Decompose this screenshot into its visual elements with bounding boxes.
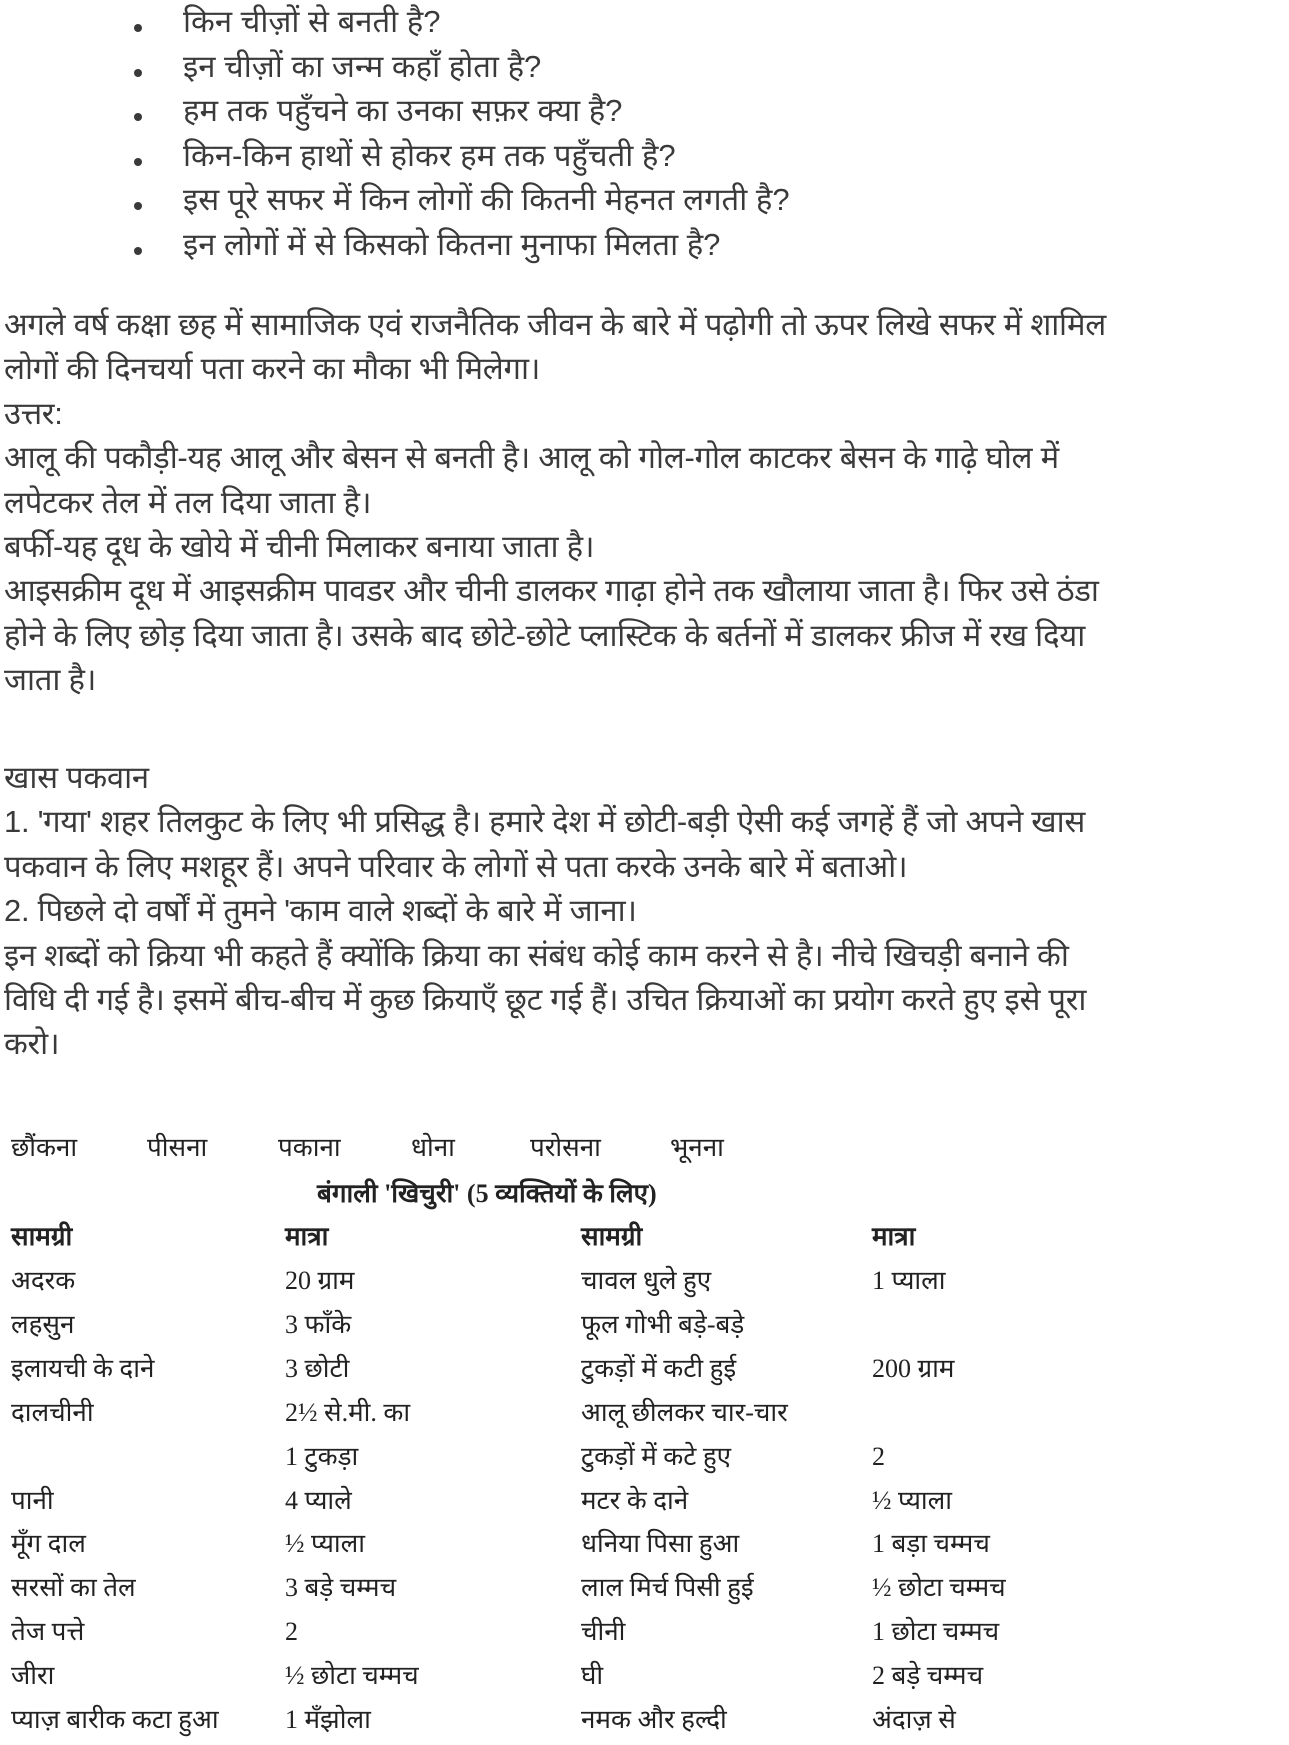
word-bank-item: परोसना bbox=[530, 1133, 601, 1162]
bullet-item: किन चीज़ों से बनती है? bbox=[183, 4, 441, 39]
paragraph-line: विधि दी गई है। इसमें बीच-बीच में कुछ क्रियाएँ छूट गई हैं। उचित क्रियाओं का प्रयोग करते हुए इसे पूरा bbox=[4, 982, 1087, 1017]
paragraph-line: बर्फी-यह दूध के खोये में चीनी मिलाकर बनाया जाता है। bbox=[4, 529, 595, 564]
table-cell: आलू छीलकर चार-चार bbox=[581, 1397, 788, 1427]
table-header: सामग्री bbox=[581, 1222, 643, 1251]
bullet-icon bbox=[134, 24, 142, 32]
table-cell: 1 टुकड़ा bbox=[285, 1441, 359, 1471]
paragraph-line: 1. 'गया' शहर तिलकुट के लिए भी प्रसिद्ध है। हमारे देश में छोटी-बड़ी ऐसी कई जगहें हैं जो अपने खास bbox=[4, 804, 1086, 840]
table-cell: ½ प्याला bbox=[285, 1529, 366, 1559]
table-cell: 3 छोटी bbox=[285, 1353, 350, 1383]
table-cell: टुकड़ों में कटे हुए bbox=[581, 1441, 732, 1471]
bullet-icon bbox=[134, 113, 142, 121]
word-bank-item: छौंकना bbox=[11, 1133, 78, 1162]
table-cell: इलायची के दाने bbox=[11, 1353, 155, 1383]
table-cell: 2 bbox=[285, 1617, 298, 1647]
table-cell: जीरा bbox=[11, 1661, 55, 1691]
table-header: मात्रा bbox=[285, 1222, 329, 1251]
recipe-title: बंगाली 'खिचुरी' (5 व्यक्तियों के लिए) bbox=[317, 1179, 657, 1208]
word-bank-item: धोना bbox=[411, 1133, 455, 1162]
bullet-item: हम तक पहुँचने का उनका सफ़र क्या है? bbox=[183, 93, 623, 128]
table-cell: फूल गोभी बड़े-बड़े bbox=[581, 1309, 745, 1339]
paragraph-line: आलू की पकौड़ी-यह आलू और बेसन से बनती है। आलू को गोल-गोल काटकर बेसन के गाढ़े घोल में bbox=[4, 440, 1059, 476]
paragraph-line: उत्तर: bbox=[4, 395, 63, 431]
table-cell: प्याज़ बारीक कटा हुआ bbox=[11, 1705, 219, 1734]
table-cell: लहसुन bbox=[11, 1309, 75, 1339]
table-cell: धनिया पिसा हुआ bbox=[581, 1529, 740, 1559]
table-cell: घी bbox=[581, 1661, 604, 1691]
table-cell: ½ प्याला bbox=[872, 1485, 953, 1515]
table-cell: 1 छोटा चम्मच bbox=[872, 1617, 1000, 1647]
word-bank-item: भूनना bbox=[670, 1133, 724, 1162]
table-cell: तेज पत्ते bbox=[11, 1617, 85, 1647]
table-cell: लाल मिर्च पिसी हुई bbox=[581, 1573, 754, 1603]
paragraph-line: इन शब्दों को क्रिया भी कहते हैं क्योंकि क्रिया का संबंध कोई काम करने से है। नीचे खिचड़ी बनाने की bbox=[4, 937, 1069, 973]
section-heading: खास पकवान bbox=[4, 760, 149, 795]
table-cell: मटर के दाने bbox=[581, 1485, 689, 1515]
table-cell: 4 प्याले bbox=[285, 1485, 352, 1515]
paragraph-line: अगले वर्ष कक्षा छह में सामाजिक एवं राजनैतिक जीवन के बारे में पढ़ोगी तो ऊपर लिखे सफर में शामिल bbox=[4, 307, 1107, 342]
table-cell: 200 ग्राम bbox=[872, 1353, 955, 1383]
table-cell: नमक और हल्दी bbox=[581, 1705, 727, 1734]
bullet-item: इस पूरे सफर में किन लोगों की कितनी मेहनत लगती है? bbox=[183, 182, 790, 217]
bullet-item: इन चीज़ों का जन्म कहाँ होता है? bbox=[183, 48, 542, 84]
bullet-item: किन-किन हाथों से होकर हम तक पहुँचती है? bbox=[183, 137, 676, 173]
table-cell: चावल धुले हुए bbox=[581, 1266, 712, 1295]
paragraph-line: लपेटकर तेल में तल दिया जाता है। bbox=[4, 484, 372, 520]
paragraph-line: आइसक्रीम दूध में आइसक्रीम पावडर और चीनी डालकर गाढ़ा होने तक खौलाया जाता है। फिर उसे ठंडा bbox=[4, 573, 1099, 609]
paragraph-line: जाता है। bbox=[4, 662, 97, 698]
table-cell: टुकड़ों में कटी हुई bbox=[581, 1353, 737, 1383]
paragraph-line: लोगों की दिनचर्या पता करने का मौका भी मिलेगा। bbox=[4, 351, 541, 387]
paragraph-line: पकवान के लिए मशहूर हैं। अपने परिवार के लोगों से पता करके उनके बारे में बताओ। bbox=[4, 848, 908, 884]
table-cell: पानी bbox=[11, 1485, 54, 1515]
table-cell: 1 प्याला bbox=[872, 1266, 946, 1295]
table-cell: 2 बड़े चम्मच bbox=[872, 1661, 984, 1691]
table-cell: ½ छोटा चम्मच bbox=[872, 1573, 1006, 1603]
bullet-item: इन लोगों में से किसको कितना मुनाफा मिलता है? bbox=[183, 226, 721, 262]
table-cell: 2½ से.मी. का bbox=[285, 1397, 411, 1427]
table-cell: 20 ग्राम bbox=[285, 1266, 355, 1295]
table-cell: 2 bbox=[872, 1441, 885, 1471]
paragraph-line: होने के लिए छोड़ दिया जाता है। उसके बाद छोटे-छोटे प्लास्टिक के बर्तनों में डालकर फ्रीज में रख दिया bbox=[4, 617, 1085, 653]
bullet-icon bbox=[134, 247, 142, 255]
table-cell: सरसों का तेल bbox=[11, 1573, 136, 1603]
word-bank-item: पीसना bbox=[147, 1133, 208, 1162]
table-cell: मूँग दाल bbox=[11, 1529, 86, 1559]
table-cell: अंदाज़ से bbox=[872, 1705, 956, 1734]
table-cell: 1 मँझोला bbox=[285, 1705, 371, 1734]
table-cell: दालचीनी bbox=[11, 1397, 94, 1427]
bullet-icon bbox=[134, 158, 142, 166]
table-header: सामग्री bbox=[11, 1222, 73, 1251]
table-cell: 3 फाँके bbox=[285, 1309, 352, 1339]
table-cell: चीनी bbox=[581, 1617, 626, 1647]
table-header: मात्रा bbox=[872, 1222, 916, 1251]
bullet-icon bbox=[134, 202, 142, 210]
table-cell: 3 बड़े चम्मच bbox=[285, 1573, 397, 1603]
paragraph-line: करो। bbox=[4, 1026, 60, 1062]
paragraph-line: 2. पिछले दो वर्षों में तुमने 'काम वाले शब्दों के बारे में जाना। bbox=[4, 893, 637, 929]
table-cell: अदरक bbox=[11, 1266, 76, 1295]
table-cell: ½ छोटा चम्मच bbox=[285, 1661, 419, 1691]
bullet-icon bbox=[134, 69, 142, 77]
table-cell: 1 बड़ा चम्मच bbox=[872, 1529, 990, 1559]
word-bank-item: पकाना bbox=[278, 1133, 341, 1162]
